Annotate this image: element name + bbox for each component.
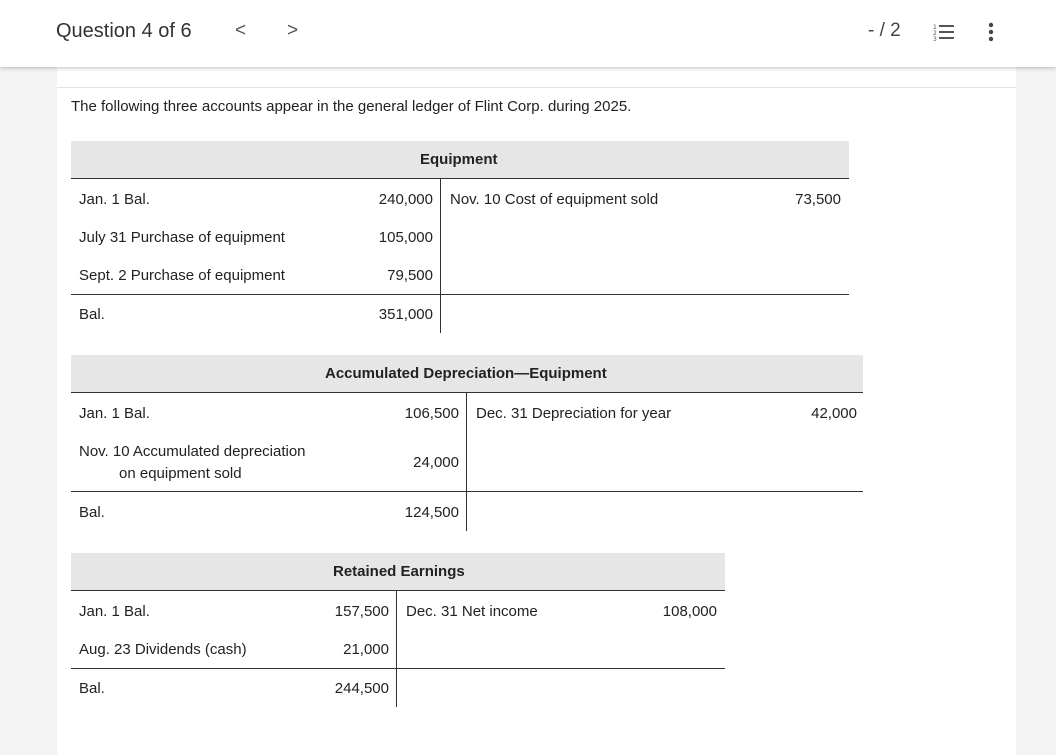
question-header [0, 0, 1056, 67]
balance-label: Bal. [79, 504, 105, 521]
balance-label: Bal. [79, 306, 105, 323]
debit-amount: 240,000 [378, 191, 433, 208]
balance-amount: 351,000 [378, 306, 433, 323]
balance-amount: 124,500 [404, 504, 459, 521]
debit-label: Jan. 1 Bal. [79, 191, 150, 208]
svg-text:1: 1 [933, 24, 937, 31]
svg-text:3: 3 [933, 36, 937, 43]
debit-label: Jan. 1 Bal. [79, 405, 150, 422]
divider [57, 87, 1016, 88]
svg-text:2: 2 [933, 30, 937, 37]
t-account-title: Equipment [71, 141, 849, 179]
debit-label: Jan. 1 Bal. [79, 603, 150, 620]
t-account-divider [440, 179, 441, 333]
t-account-retained-earnings [71, 553, 725, 707]
t-account-divider [396, 591, 397, 707]
debit-amount: 157,500 [334, 603, 389, 620]
score-display: - / 2 [868, 20, 901, 41]
debit-amount: 21,000 [343, 641, 389, 658]
question-content [57, 55, 1016, 755]
t-account-divider [466, 393, 467, 531]
next-question-button[interactable]: > [287, 20, 299, 41]
question-intro: The following three accounts appear in the general ledger of Flint Corp. during 2025. [71, 98, 632, 115]
credit-amount: 108,000 [662, 603, 717, 620]
debit-amount: 105,000 [378, 229, 433, 246]
credit-label: Dec. 31 Net income [406, 603, 538, 620]
debit-label: Sept. 2 Purchase of equipment [79, 267, 285, 284]
debit-amount: 106,500 [404, 405, 459, 422]
t-account-accumulated-depreciation [71, 355, 863, 531]
debit-amount: 24,000 [413, 454, 459, 471]
debit-label: July 31 Purchase of equipment [79, 229, 285, 246]
more-options-icon[interactable] [985, 20, 997, 44]
debit-amount: 79,500 [387, 267, 433, 284]
debit-label: Aug. 23 Dividends (cash) [79, 641, 247, 658]
balance-rule [71, 491, 863, 492]
debit-label: Nov. 10 Accumulated depreciation [79, 443, 306, 460]
balance-rule [71, 668, 725, 669]
question-counter: Question 4 of 6 [56, 20, 192, 42]
debit-label: on equipment sold [119, 465, 242, 482]
previous-question-button[interactable]: < [235, 20, 247, 41]
t-account-equipment [71, 141, 849, 333]
balance-label: Bal. [79, 680, 105, 697]
credit-label: Nov. 10 Cost of equipment sold [450, 191, 659, 208]
credit-amount: 73,500 [795, 191, 841, 208]
question-list-icon[interactable] [933, 22, 955, 42]
credit-label: Dec. 31 Depreciation for year [476, 405, 672, 422]
credit-amount: 42,000 [811, 405, 857, 422]
t-account-title: Retained Earnings [71, 553, 725, 591]
balance-rule [71, 294, 849, 295]
balance-amount: 244,500 [334, 680, 389, 697]
t-account-title: Accumulated Depreciation—Equipment [71, 355, 863, 393]
